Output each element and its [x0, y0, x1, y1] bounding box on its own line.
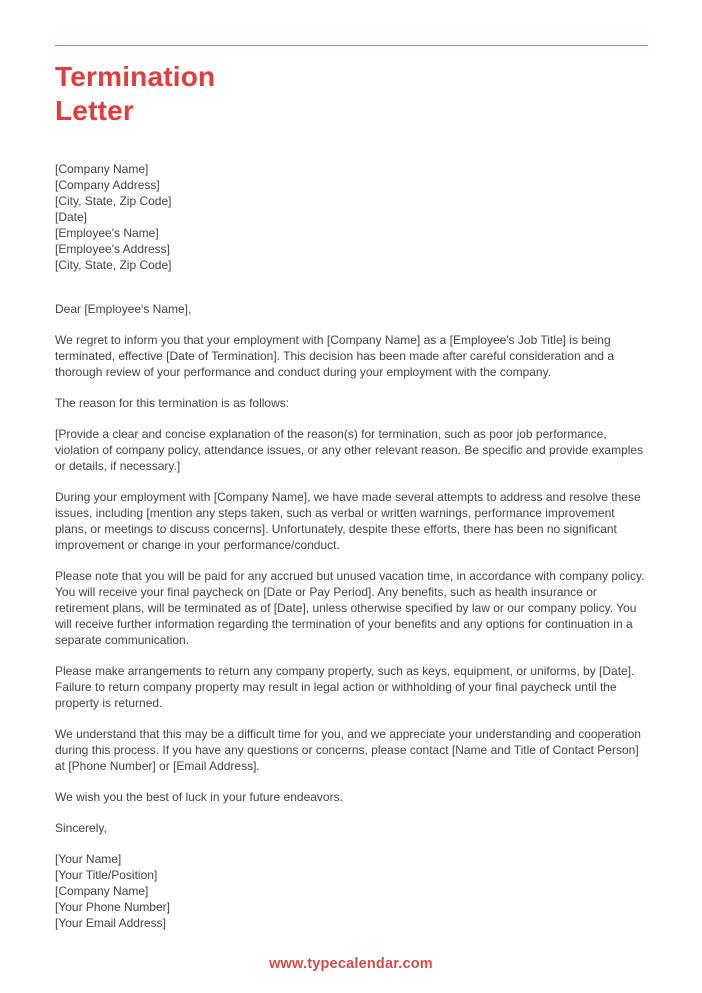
signature-block — [55, 851, 648, 931]
signature-line: [Company Name] — [55, 884, 149, 898]
letter-paragraph: The reason for this termination is as follows: — [55, 396, 290, 410]
footer-url: www.typecalendar.com — [269, 956, 433, 972]
recipient-address-line: [City, State, Zip Code] — [55, 258, 172, 272]
page-title — [55, 60, 648, 128]
letter-paragraph: Please note that you will be paid for any accrued but unused vacation time, in accordance with company policy. You will receive your final paycheck on [Date or Pay Period]. Any benefits, such as health insurance or retirement plans, will be terminated as of [Date], unless otherwise specified by law or our company policy. You will receive further information regarding the termination of your benefits and any options for continuation in a separate communication. — [55, 569, 645, 647]
page-title-line1: Termination — [55, 61, 216, 92]
recipient-address-line: [Employee's Name] — [55, 226, 159, 240]
letter-paragraph: During your employment with [Company Name], we have made several attempts to address and resolve these issues, including [mention any steps taken, such as verbal or written warnings, performance improvement plans, or meetings to discuss concerns]. Unfortunately, despite these efforts, there has been no significant improvement or change in your performance/conduct. — [55, 490, 641, 552]
recipient-address-line: [Employee's Address] — [55, 242, 171, 256]
recipient-address-line: [Company Name] — [55, 162, 149, 176]
letter-paragraph: We understand that this may be a difficult time for you, and we appreciate your understanding and cooperation during this process. If you have any questions or concerns, please contact [Name and Title of Contact Person] at [Phone Number] or [Email Address]. — [55, 727, 641, 773]
letter-paragraph: Please make arrangements to return any company property, such as keys, equipment, or uniforms, by [Date]. Failure to return company property may result in legal action or withholding of your final paycheck until the property is returned. — [55, 664, 635, 710]
signature-line: [Your Name] — [55, 852, 122, 866]
letter-content — [0, 45, 702, 931]
page-title-line2: Letter — [55, 95, 134, 126]
recipient-address-line: [Company Address] — [55, 178, 160, 192]
salutation: Dear [Employee's Name], — [55, 302, 192, 316]
letter-paragraph: We wish you the best of luck in your future endeavors. — [55, 790, 343, 804]
signature-line: [Your Email Address] — [55, 916, 166, 930]
recipient-address-line: [Date] — [55, 210, 88, 224]
signature-line: [Your Title/Position] — [55, 868, 158, 882]
recipient-address-block — [55, 161, 648, 273]
letter-body — [55, 332, 648, 805]
letter-paragraph: We regret to inform you that your employment with [Company Name] as a [Employee's Job Title] is being terminated, effective [Date of Termination]. This decision has been made after careful consideration and a thorough review of your performance and conduct during your employment with the company. — [55, 333, 614, 379]
top-divider — [55, 45, 648, 46]
signature-line: [Your Phone Number] — [55, 900, 170, 914]
letter-paragraph: [Provide a clear and concise explanation of the reason(s) for termination, such as poor job performance, violation of company policy, attendance issues, or any other relevant reason. Be specific and provide examples or details, if necessary.] — [55, 427, 644, 473]
closing: Sincerely, — [55, 821, 107, 835]
recipient-address-line: [City, State, Zip Code] — [55, 194, 172, 208]
